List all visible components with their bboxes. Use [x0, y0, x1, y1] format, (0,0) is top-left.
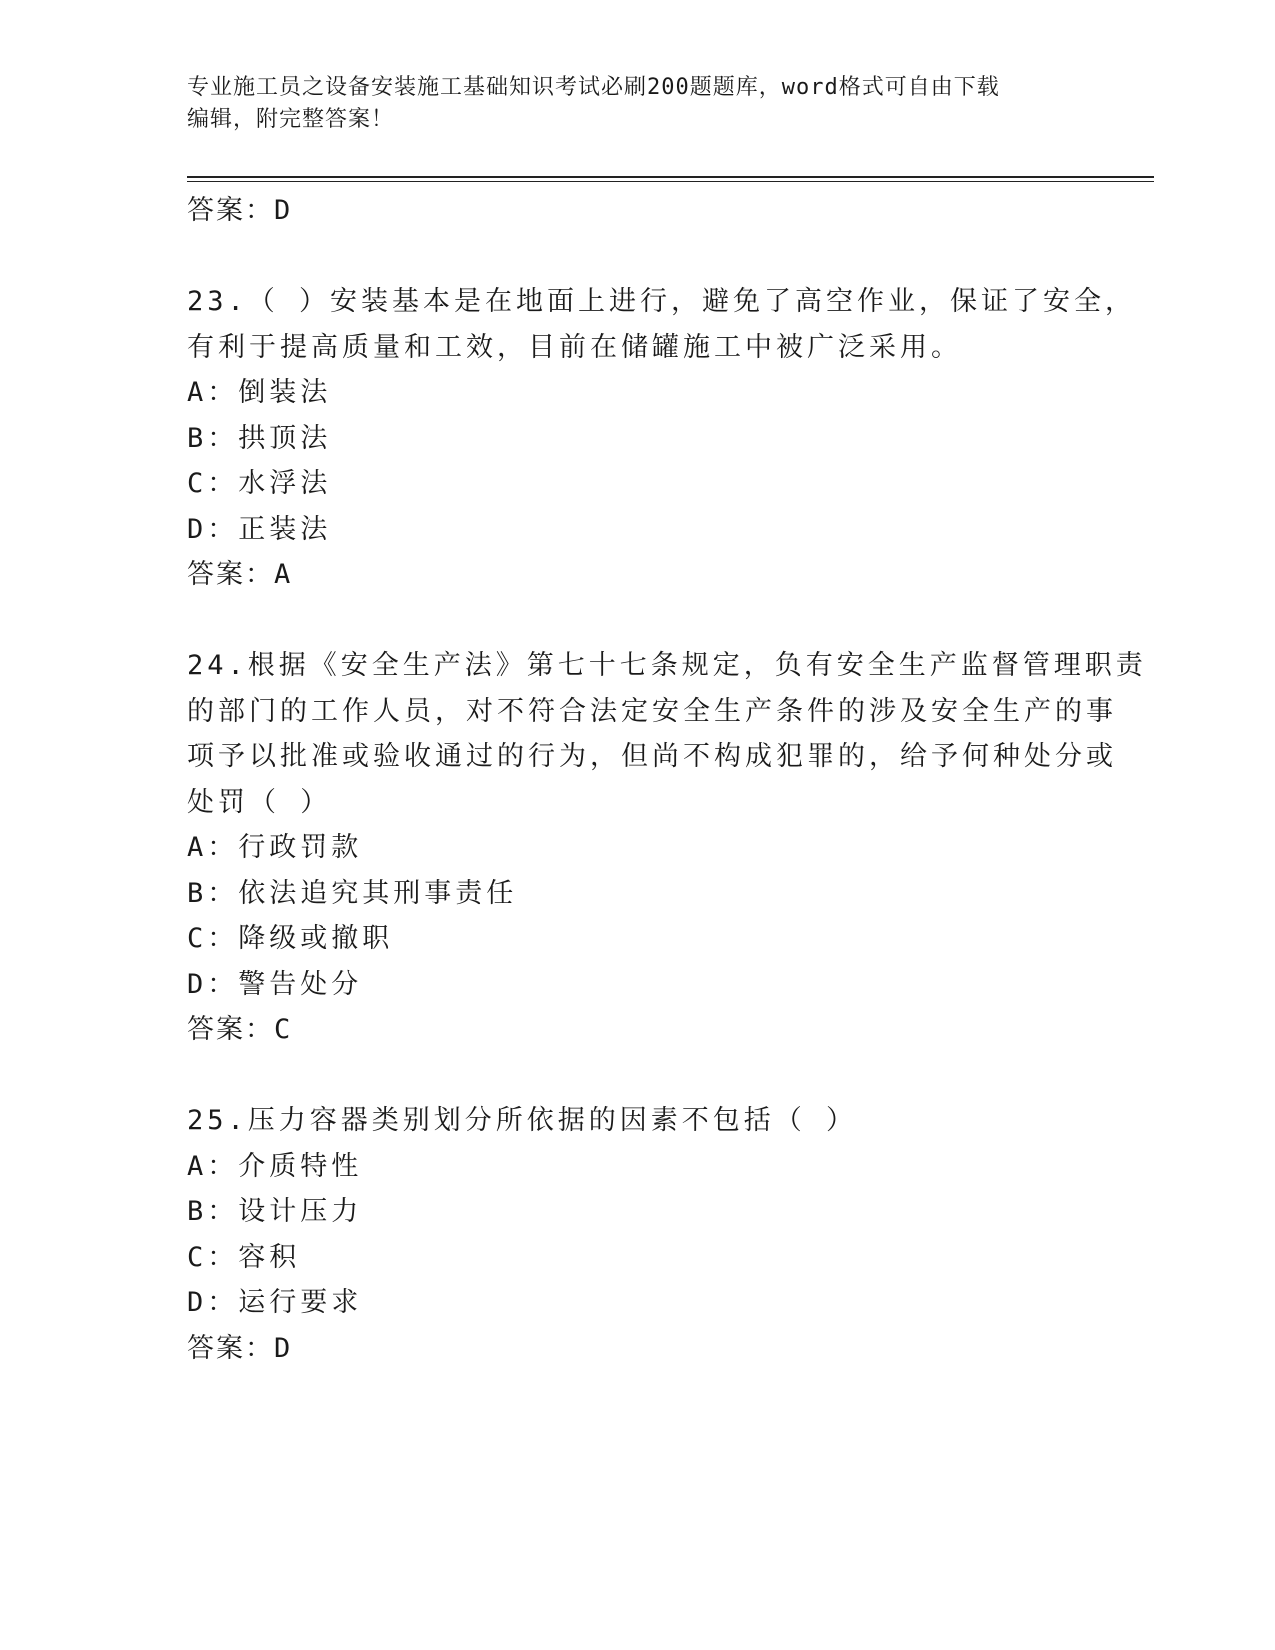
previous-answer: 答案：D	[187, 195, 293, 226]
question-content	[187, 188, 1147, 1371]
header-line-2: 编辑，附完整答案！	[187, 107, 395, 132]
question-25	[187, 1098, 1087, 1371]
header-line-1: 专业施工员之设备安装施工基础知识考试必刷200题题库，word格式可自由下载	[187, 75, 1000, 100]
option-b: B：拱顶法	[187, 422, 332, 454]
question-stem-line: 25.压力容器类别划分所依据的因素不包括（ ）	[187, 1105, 858, 1136]
question-stem-line: 项予以批准或验收通过的行为，但尚不构成犯罪的，给予何种处分或	[187, 741, 1117, 772]
option-d: D：运行要求	[187, 1287, 363, 1318]
header-rule-thin	[187, 181, 1154, 182]
answer: 答案：C	[187, 1014, 293, 1045]
spacer	[187, 1053, 1087, 1099]
question-stem-line: 23.（ ）安装基本是在地面上进行，避免了高空作业，保证了安全，	[187, 286, 1137, 317]
question-stem-line: 24.根据《安全生产法》第七十七条规定，负有安全生产监督管理职责	[187, 650, 1147, 681]
option-c: C：容积	[187, 1241, 301, 1273]
option-c: C：降级或撤职	[187, 923, 394, 954]
answer: 答案：A	[187, 559, 293, 590]
option-c: C：水浮法	[187, 468, 332, 499]
option-a: A：倒装法	[187, 377, 332, 408]
answer: 答案：D	[187, 1332, 293, 1364]
question-23	[187, 279, 1137, 598]
option-d: D：警告处分	[187, 968, 363, 1000]
header-rule-thick	[187, 176, 1154, 178]
option-b: B：依法追究其刑事责任	[187, 877, 518, 909]
option-d: D：正装法	[187, 513, 332, 545]
option-a: A：行政罚款	[187, 832, 363, 863]
question-stem-line: 有利于提高质量和工效，目前在储罐施工中被广泛采用。	[187, 331, 962, 363]
document-header	[187, 72, 1067, 136]
spacer	[187, 598, 1087, 644]
spacer	[187, 234, 1087, 280]
option-a: A：介质特性	[187, 1150, 363, 1182]
question-stem-line: 的部门的工作人员，对不符合法定安全生产条件的涉及安全生产的事	[187, 695, 1117, 727]
question-24	[187, 643, 1147, 1053]
question-stem-line: 处罚（ ）	[187, 786, 332, 818]
option-b: B：设计压力	[187, 1196, 363, 1227]
